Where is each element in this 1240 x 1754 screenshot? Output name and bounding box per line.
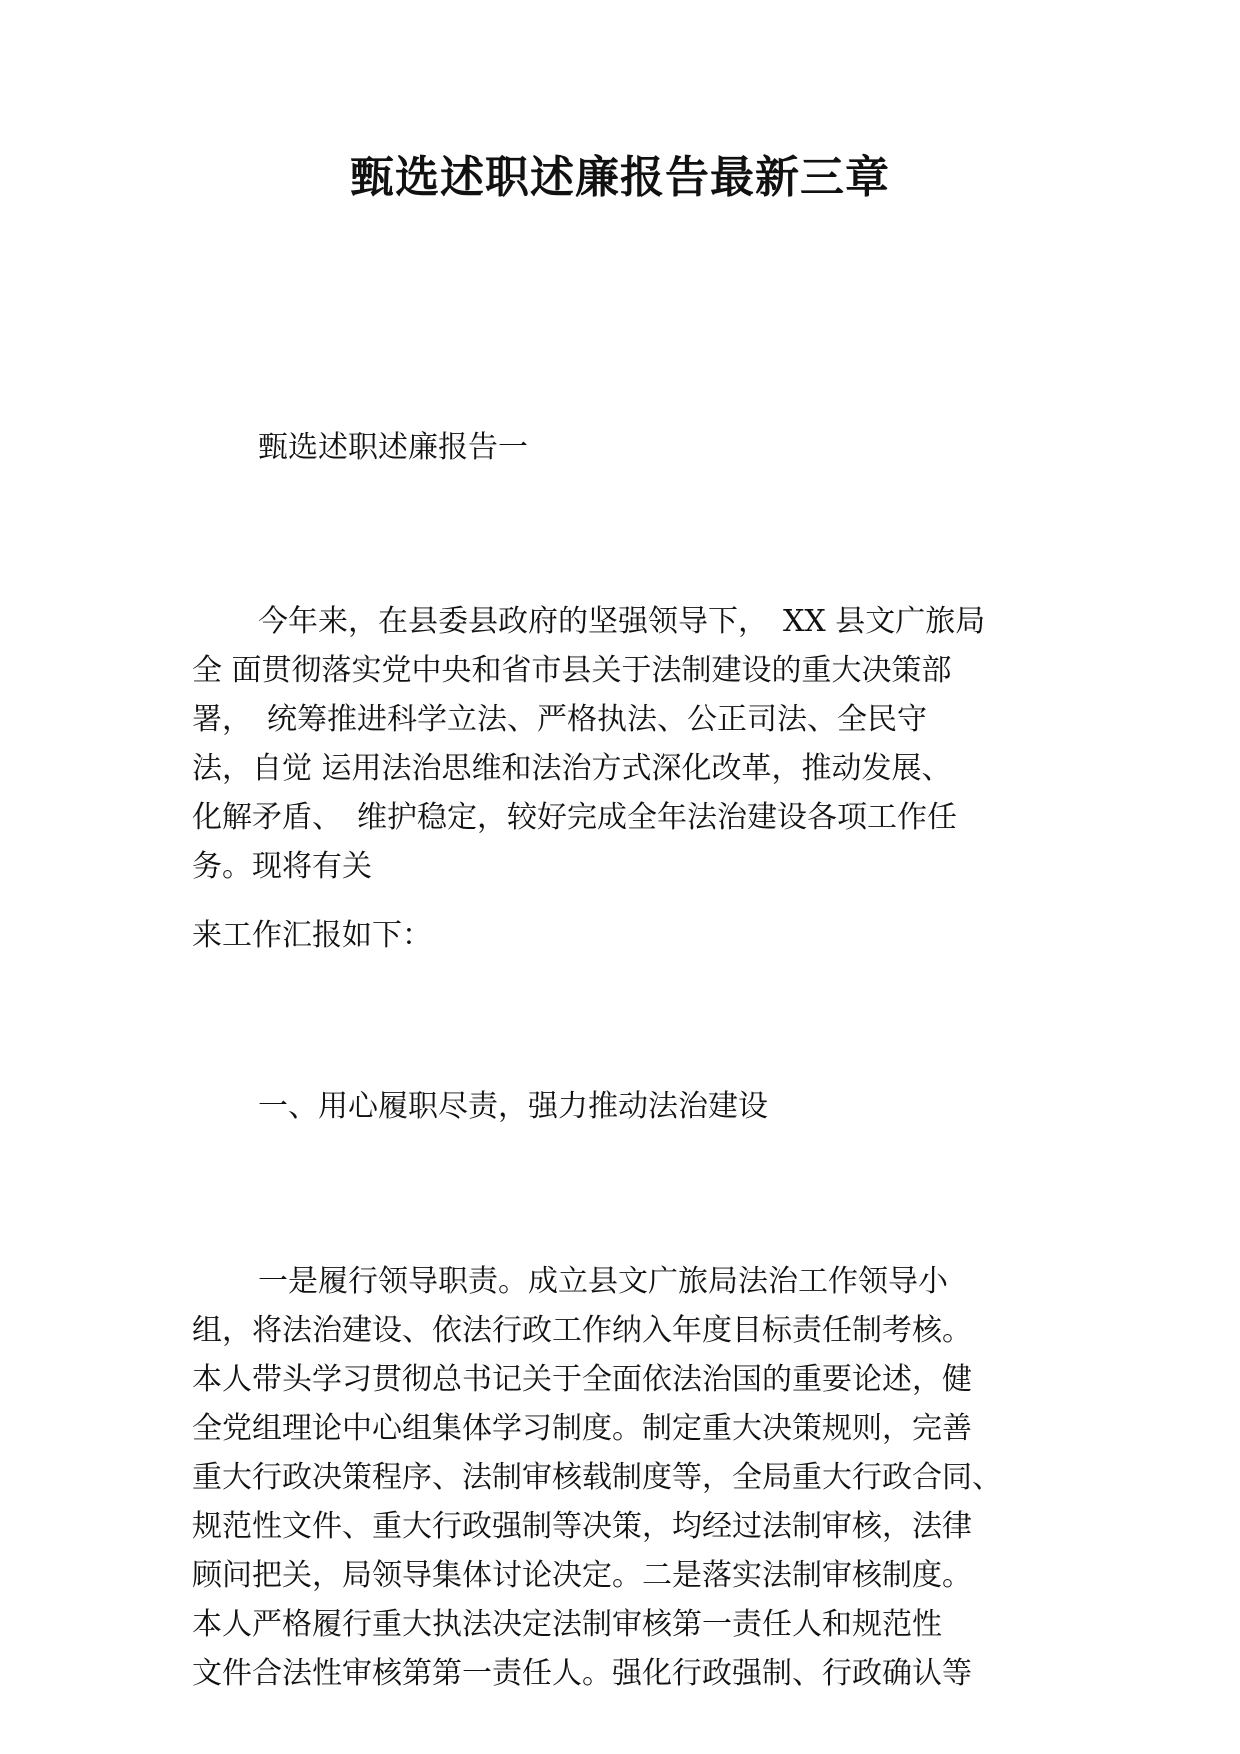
paragraph-line: 规范性文件、重大行政强制等决策，均经过法制审核，法律 bbox=[192, 1509, 972, 1544]
paragraph-line: 本人严格履行重大执法决定法制审核第一责任人和规范性 bbox=[192, 1607, 942, 1642]
paragraph-line: 文件合法性审核第第一责任人。强化行政强制、行政确认等 bbox=[192, 1656, 972, 1691]
paragraph-line: 重大行政决策程序、法制审核载制度等，全局重大行政合同、 bbox=[192, 1460, 1002, 1495]
paragraph-line: 全党组理论中心组集体学习制度。制定重大决策规则，完善 bbox=[192, 1411, 972, 1446]
paragraph-line: 一是履行领导职责。成立县文广旅局法治工作领导小 bbox=[258, 1264, 948, 1299]
document-title: 甄选述职述廉报告最新三章 bbox=[350, 152, 890, 203]
paragraph-line: 务。现将有关 bbox=[192, 849, 372, 884]
paragraph-line: 化解矛盾、 维护稳定，较好完成全年法治建设各项工作任 bbox=[192, 800, 957, 835]
paragraph-line: 本人带头学习贯彻总书记关于全面依法治国的重要论述，健 bbox=[192, 1362, 972, 1397]
paragraph-line: 来工作汇报如下： bbox=[192, 918, 432, 953]
paragraph-line: 法，自觉 运用法治思维和法治方式深化改革，推动发展、 bbox=[192, 751, 952, 786]
section-heading-1: 一、用心履职尽责，强力推动法治建设 bbox=[258, 1089, 768, 1124]
paragraph-line: 组，将法治建设、依法行政工作纳入年度目标责任制考核。 bbox=[192, 1313, 972, 1348]
paragraph-line: 顾问把关，局领导集体讨论决定。二是落实法制审核制度。 bbox=[192, 1558, 972, 1593]
paragraph-line: 今年来，在县委县政府的坚强领导下， XX 县文广旅局 bbox=[258, 604, 986, 639]
section-title: 甄选述职述廉报告一 bbox=[258, 430, 528, 465]
paragraph-line: 署， 统筹推进科学立法、严格执法、公正司法、全民守 bbox=[192, 702, 927, 737]
paragraph-line: 全 面贯彻落实党中央和省市县关于法制建设的重大决策部 bbox=[192, 653, 952, 688]
